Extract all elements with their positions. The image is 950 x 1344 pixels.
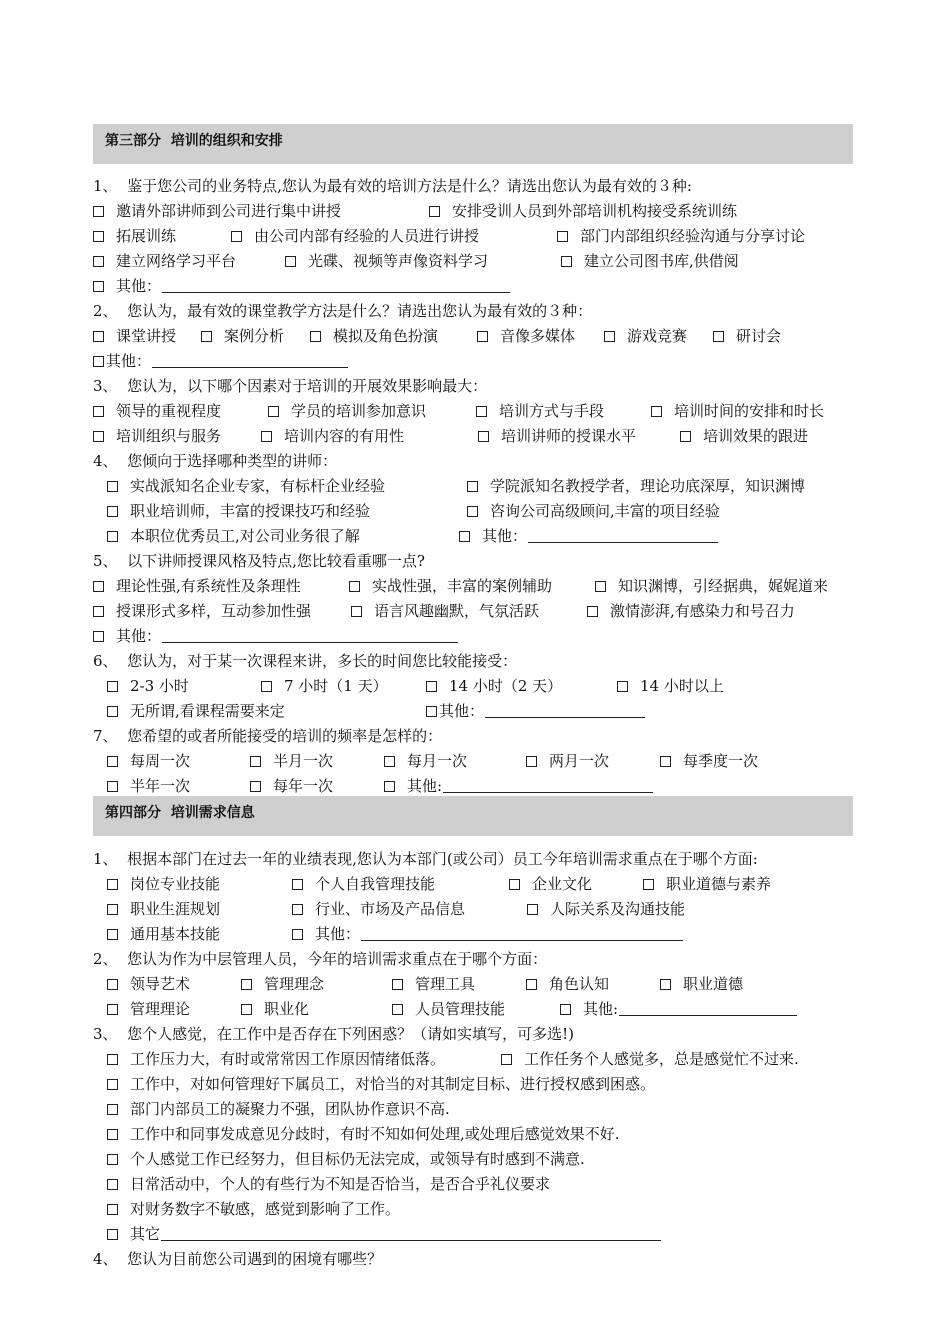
checkbox-option[interactable]: 2-3 小时 — [107, 674, 189, 698]
checkbox-icon[interactable] — [93, 406, 104, 417]
checkbox-option[interactable]: 游戏竞赛 — [604, 324, 687, 348]
checkbox-option[interactable]: 行业、市场及产品信息 — [292, 897, 465, 921]
fill-in-blank[interactable] — [162, 278, 510, 293]
checkbox-option[interactable]: 职业生涯规划 — [107, 897, 220, 921]
checkbox-icon[interactable] — [651, 406, 662, 417]
checkbox-icon[interactable] — [107, 531, 118, 542]
checkbox-icon[interactable] — [231, 231, 242, 242]
checkbox-icon[interactable] — [560, 1004, 571, 1015]
fill-in-blank[interactable] — [361, 926, 683, 941]
checkbox-icon[interactable] — [526, 979, 537, 990]
checkbox-icon[interactable] — [201, 331, 212, 342]
fill-in-blank[interactable] — [485, 703, 645, 718]
question-1-prompt: 1、 鉴于您公司的业务特点,您认为最有效的培训方法是什么？请选出您认为最有效的３种: — [93, 177, 692, 195]
checkbox-option[interactable]: 学员的培训参加意识 — [268, 399, 426, 423]
checkbox-icon[interactable] — [107, 1104, 118, 1115]
checkbox-option[interactable]: 模拟及角色扮演 — [310, 324, 438, 348]
checkbox-icon[interactable] — [660, 979, 671, 990]
checkbox-icon[interactable] — [509, 879, 520, 890]
section-header-part3 — [93, 124, 853, 164]
checkbox-icon[interactable] — [93, 281, 104, 292]
checkbox-option[interactable]: 个人自我管理技能 — [292, 872, 435, 896]
checkbox-icon[interactable] — [93, 256, 104, 267]
checkbox-icon[interactable] — [107, 879, 118, 890]
checkbox-icon[interactable] — [107, 681, 118, 692]
checkbox-option[interactable]: 课堂讲授 — [93, 324, 176, 348]
checkbox-icon[interactable] — [429, 206, 440, 217]
checkbox-icon[interactable] — [467, 506, 478, 517]
checkbox-icon[interactable] — [268, 406, 279, 417]
checkbox-option[interactable]: 工作中，对如何管理好下属员工，对恰当的对其制定目标、进行授权感到困惑。 — [107, 1072, 655, 1096]
checkbox-icon[interactable] — [604, 331, 615, 342]
question-s4-3-prompt: 3、 您个人感觉，在工作中是否存在下列困惑？（请如实填写，可多选!) — [93, 1025, 574, 1043]
checkbox-option[interactable]: 每周一次 — [107, 749, 190, 773]
checkbox-option-other[interactable]: 其他： — [93, 624, 458, 648]
question-s4-2-prompt: 2、 您认为作为中层管理人员，今年的培训需求重点在于哪个方面： — [93, 950, 548, 968]
checkbox-icon[interactable] — [241, 979, 252, 990]
checkbox-icon[interactable] — [250, 781, 261, 792]
question-6-prompt: 6、 您认为，对于某一次课程来讲，多长的时间您比较能接受： — [93, 652, 518, 670]
checkbox-icon[interactable] — [107, 1229, 118, 1240]
checkbox-option[interactable]: 建立网络学习平台 — [93, 249, 236, 273]
fill-in-blank[interactable] — [443, 778, 653, 793]
fill-in-blank[interactable] — [528, 528, 718, 543]
checkbox-option[interactable]: 14 小时以上 — [617, 674, 724, 698]
checkbox-icon[interactable] — [93, 631, 104, 642]
checkbox-icon[interactable] — [93, 331, 104, 342]
checkbox-option[interactable]: 光碟、视频等声像资料学习 — [285, 249, 488, 273]
checkbox-option[interactable]: 理论性强,有系统性及条理性 — [93, 574, 301, 598]
checkbox-option[interactable]: 激情澎湃,有感染力和号召力 — [587, 599, 795, 623]
checkbox-option[interactable]: 拓展训练 — [93, 224, 176, 248]
checkbox-icon[interactable] — [392, 979, 403, 990]
checkbox-icon[interactable] — [587, 606, 598, 617]
checkbox-icon[interactable] — [595, 581, 606, 592]
checkbox-icon[interactable] — [107, 706, 118, 717]
checkbox-option[interactable]: 培训时间的安排和时长 — [651, 399, 824, 423]
checkbox-icon[interactable] — [349, 581, 360, 592]
checkbox-icon[interactable] — [93, 356, 104, 367]
checkbox-option-other[interactable]: 其他： — [93, 274, 510, 298]
checkbox-icon[interactable] — [557, 231, 568, 242]
checkbox-icon[interactable] — [527, 904, 538, 915]
checkbox-option[interactable]: 人际关系及沟通技能 — [527, 897, 685, 921]
checkbox-icon[interactable] — [250, 756, 261, 767]
checkbox-option-other[interactable]: 其他： — [292, 922, 683, 946]
checkbox-option[interactable]: 培训方式与手段 — [476, 399, 604, 423]
checkbox-icon[interactable] — [107, 1004, 118, 1015]
checkbox-icon[interactable] — [526, 756, 537, 767]
checkbox-icon[interactable] — [285, 256, 296, 267]
checkbox-icon[interactable] — [310, 331, 321, 342]
checkbox-option[interactable]: 由公司内部有经验的人员进行讲授 — [231, 224, 479, 248]
checkbox-icon[interactable] — [713, 331, 724, 342]
checkbox-icon[interactable] — [107, 904, 118, 915]
checkbox-option[interactable]: 本职位优秀员工,对公司业务很了解 — [107, 524, 360, 548]
checkbox-option[interactable]: 职业道德 — [660, 972, 743, 996]
question-s4-1-prompt: 1、 根据本部门在过去一年的业绩表现,您认为本部门(或公司）员工今年培训需求重点在于哪个方面: — [93, 850, 758, 868]
checkbox-icon[interactable] — [384, 756, 395, 767]
checkbox-icon[interactable] — [478, 431, 489, 442]
checkbox-option[interactable]: 语言风趣幽默，气氛活跃 — [351, 599, 539, 623]
checkbox-option[interactable]: 案例分析 — [201, 324, 284, 348]
fill-in-blank[interactable] — [619, 1001, 797, 1016]
checkbox-icon[interactable] — [93, 206, 104, 217]
section-header-part4 — [93, 796, 853, 836]
checkbox-icon[interactable] — [93, 231, 104, 242]
checkbox-icon[interactable] — [107, 1079, 118, 1090]
checkbox-option[interactable]: 管理理念 — [241, 972, 324, 996]
checkbox-icon[interactable] — [426, 681, 437, 692]
checkbox-option[interactable]: 每月一次 — [384, 749, 467, 773]
checkbox-icon[interactable] — [93, 431, 104, 442]
checkbox-icon[interactable] — [261, 431, 272, 442]
checkbox-icon[interactable] — [643, 879, 654, 890]
checkbox-icon[interactable] — [107, 1154, 118, 1165]
checkbox-option[interactable]: 每年一次 — [250, 774, 333, 798]
checkbox-option[interactable]: 学院派知名教授学者，理论功底深厚，知识渊博 — [467, 474, 805, 498]
checkbox-option[interactable]: 半年一次 — [107, 774, 190, 798]
checkbox-option[interactable]: 安排受训人员到外部培训机构接受系统训练 — [429, 199, 737, 223]
checkbox-option[interactable]: 培训效果的跟进 — [680, 424, 808, 448]
checkbox-icon[interactable] — [467, 481, 478, 492]
checkbox-icon[interactable] — [617, 681, 628, 692]
section-title: 第三部分 培训的组织和安排 — [105, 133, 283, 149]
question-2-prompt: 2、 您认为，最有效的课堂教学方法是什么？请选出您认为最有效的３种： — [93, 302, 593, 320]
checkbox-option[interactable]: 培训组织与服务 — [93, 424, 221, 448]
checkbox-option[interactable]: 邀请外部讲师到公司进行集中讲授 — [93, 199, 341, 223]
checkbox-option-other[interactable]: 其它 — [107, 1222, 661, 1246]
checkbox-option[interactable]: 职业化 — [241, 997, 309, 1021]
checkbox-option[interactable]: 无所谓,看课程需要来定 — [107, 699, 285, 723]
checkbox-icon[interactable] — [107, 1179, 118, 1190]
checkbox-option[interactable]: 工作任务个人感觉多，总是感觉忙不过来. — [501, 1047, 799, 1071]
checkbox-icon[interactable] — [107, 756, 118, 767]
fill-in-blank[interactable] — [152, 353, 348, 368]
checkbox-icon[interactable] — [384, 781, 395, 792]
fill-in-blank[interactable] — [161, 1226, 661, 1241]
question-3-prompt: 3、 您认为，以下哪个因素对于培训的开展效果影响最大： — [93, 377, 488, 395]
question-7-prompt: 7、 您希望的或者所能接受的培训的频率是怎样的： — [93, 727, 443, 745]
checkbox-icon[interactable] — [93, 581, 104, 592]
checkbox-icon[interactable] — [680, 431, 691, 442]
checkbox-option[interactable]: 岗位专业技能 — [107, 872, 220, 896]
checkbox-option[interactable]: 半月一次 — [250, 749, 333, 773]
checkbox-icon[interactable] — [107, 506, 118, 517]
checkbox-icon[interactable] — [459, 531, 470, 542]
checkbox-option[interactable]: 个人感觉工作已经努力，但目标仍无法完成，或领导有时感到不满意. — [107, 1147, 585, 1171]
checkbox-option[interactable]: 职业道德与素养 — [643, 872, 771, 896]
question-s4-4-prompt: 4、 您认为目前您公司遇到的困境有哪些？ — [93, 1250, 383, 1268]
checkbox-option[interactable]: 工作中和同事发成意见分歧时，有时不知如何处理,或处理后感觉效果不好. — [107, 1122, 620, 1146]
checkbox-icon[interactable] — [107, 1054, 118, 1065]
checkbox-icon[interactable] — [477, 331, 488, 342]
checkbox-icon[interactable] — [392, 1004, 403, 1015]
checkbox-option[interactable]: 部门内部组织经验沟通与分享讨论 — [557, 224, 805, 248]
checkbox-option[interactable]: 企业文化 — [509, 872, 592, 896]
checkbox-option[interactable]: 音像多媒体 — [477, 324, 575, 348]
checkbox-option-other[interactable]: 其他： — [459, 524, 718, 548]
checkbox-option[interactable]: 管理工具 — [392, 972, 475, 996]
checkbox-icon[interactable] — [351, 606, 362, 617]
checkbox-option[interactable]: 实战性强，丰富的案例辅助 — [349, 574, 552, 598]
checkbox-icon[interactable] — [292, 879, 303, 890]
checkbox-icon[interactable] — [93, 606, 104, 617]
checkbox-icon[interactable] — [660, 756, 671, 767]
checkbox-option[interactable]: 实战派知名企业专家，有标杆企业经验 — [107, 474, 385, 498]
checkbox-icon[interactable] — [107, 781, 118, 792]
checkbox-option-other[interactable]: 其他： — [426, 699, 645, 723]
checkbox-option[interactable]: 领导的重视程度 — [93, 399, 221, 423]
checkbox-option[interactable]: 人员管理技能 — [392, 997, 505, 1021]
fill-in-blank[interactable] — [162, 628, 458, 643]
checkbox-icon[interactable] — [107, 929, 118, 940]
checkbox-option-other[interactable]: 其他: — [384, 774, 653, 798]
checkbox-option[interactable]: 授课形式多样，互动参加性强 — [93, 599, 311, 623]
checkbox-option[interactable]: 工作压力大，有时或常常因工作原因情绪低落。 — [107, 1047, 445, 1071]
checkbox-icon[interactable] — [426, 706, 437, 717]
checkbox-option[interactable]: 两月一次 — [526, 749, 609, 773]
section-title: 第四部分 培训需求信息 — [105, 805, 255, 821]
checkbox-option[interactable]: 领导艺术 — [107, 972, 190, 996]
checkbox-icon[interactable] — [501, 1054, 512, 1065]
checkbox-icon[interactable] — [107, 1204, 118, 1215]
checkbox-option-other[interactable]: 其他： — [93, 349, 348, 373]
checkbox-option[interactable]: 对财务数字不敏感，感觉到影响了工作。 — [107, 1197, 400, 1221]
checkbox-option[interactable]: 7 小时（1 天） — [261, 674, 388, 698]
checkbox-option[interactable]: 14 小时（2 天） — [426, 674, 562, 698]
checkbox-icon[interactable] — [107, 979, 118, 990]
checkbox-option[interactable]: 通用基本技能 — [107, 922, 220, 946]
checkbox-option[interactable]: 角色认知 — [526, 972, 609, 996]
question-4-prompt: 4、 您倾向于选择哪种类型的讲师： — [93, 452, 338, 470]
checkbox-icon[interactable] — [561, 256, 572, 267]
checkbox-option-other[interactable]: 其他: — [560, 997, 797, 1021]
checkbox-option[interactable]: 研讨会 — [713, 324, 781, 348]
checkbox-option[interactable]: 日常活动中，个人的有些行为不知是否恰当，是否合乎礼仪要求 — [107, 1172, 550, 1196]
checkbox-option[interactable]: 培训讲师的授课水平 — [478, 424, 636, 448]
checkbox-option[interactable]: 知识渊博，引经据典，娓娓道来 — [595, 574, 828, 598]
checkbox-option[interactable]: 咨询公司高级顾问,丰富的项目经验 — [467, 499, 720, 523]
checkbox-icon[interactable] — [292, 904, 303, 915]
checkbox-option[interactable]: 每季度一次 — [660, 749, 758, 773]
checkbox-option[interactable]: 培训内容的有用性 — [261, 424, 404, 448]
checkbox-icon[interactable] — [292, 929, 303, 940]
checkbox-icon[interactable] — [261, 681, 272, 692]
checkbox-option[interactable]: 部门内部员工的凝聚力不强，团队协作意识不高. — [107, 1097, 450, 1121]
checkbox-option[interactable]: 建立公司图书库,供借阅 — [561, 249, 739, 273]
checkbox-icon[interactable] — [107, 1129, 118, 1140]
checkbox-icon[interactable] — [476, 406, 487, 417]
checkbox-option[interactable]: 职业培训师，丰富的授课技巧和经验 — [107, 499, 370, 523]
checkbox-option[interactable]: 管理理论 — [107, 997, 190, 1021]
checkbox-icon[interactable] — [107, 481, 118, 492]
question-5-prompt: 5、 以下讲师授课风格及特点,您比较看重哪一点? — [93, 552, 425, 570]
checkbox-icon[interactable] — [241, 1004, 252, 1015]
